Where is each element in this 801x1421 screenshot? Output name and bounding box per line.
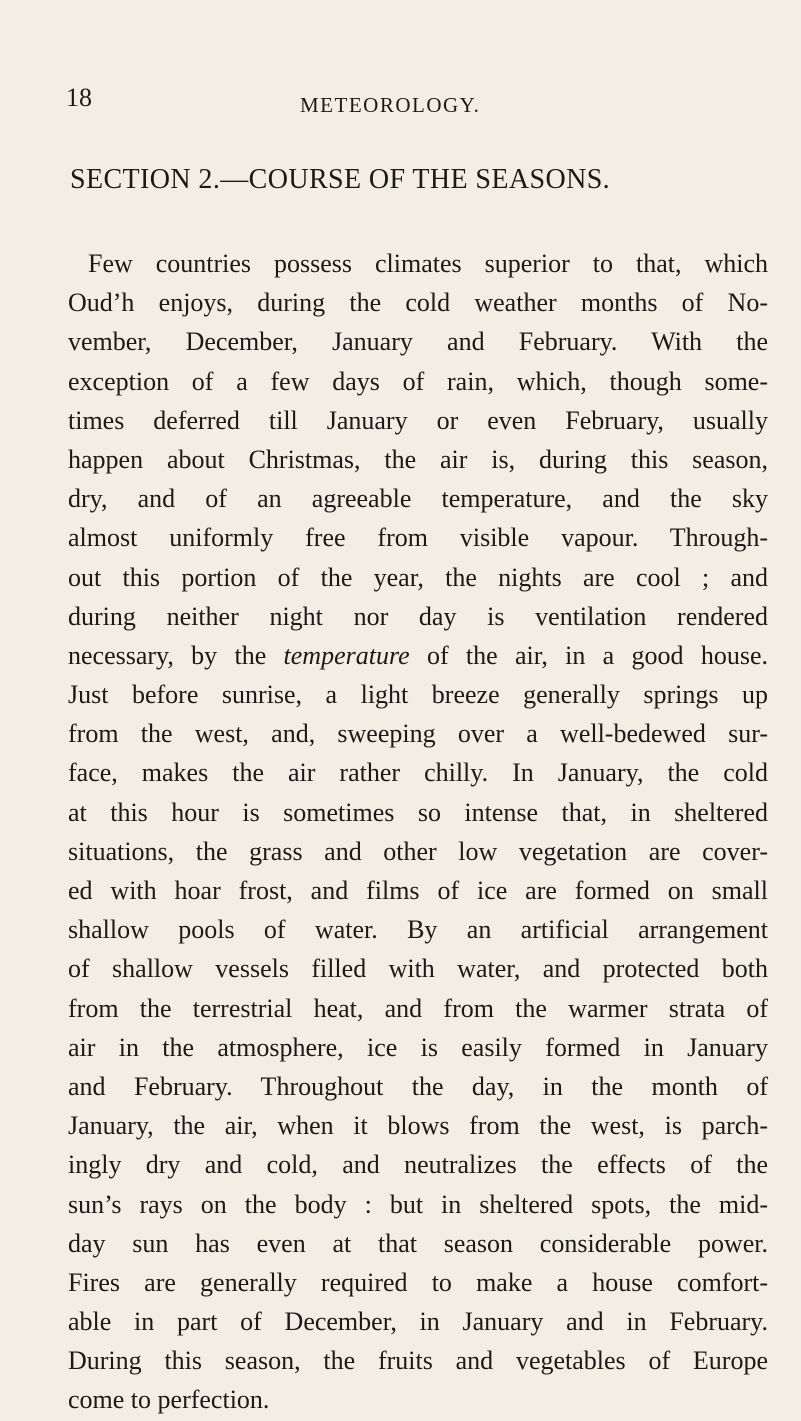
text-line: During this season, the fruits and vegetables of Europe: [68, 1346, 768, 1376]
text-line: out this portion of the year, the nights are cool ; and: [68, 562, 768, 592]
text-line: times deferred till January or even February, usually: [68, 405, 768, 435]
text-line: come to perfection.: [68, 1385, 270, 1415]
page-number: 18: [66, 83, 92, 112]
text-line: Fires are generally required to make a house comfort-: [68, 1267, 768, 1297]
text-line: and February. Throughout the day, in the month of: [68, 1071, 768, 1101]
text-line: exception of a few days of rain, which, though some-: [68, 366, 768, 396]
text-line: at this hour is sometimes so intense that, in sheltered: [68, 797, 768, 827]
text-line: able in part of December, in January and in February.: [68, 1307, 768, 1337]
text-line: ed with hoar frost, and films of ice are formed on small: [68, 876, 768, 905]
body-paragraph: [68, 244, 768, 1420]
text-line: from the west, and, sweeping over a well-bedewed sur-: [68, 719, 768, 749]
text-line: [68, 636, 768, 675]
text-line: almost uniformly free from visible vapour. Through-: [68, 523, 768, 553]
text-line: air in the atmosphere, ice is easily formed in January: [68, 1032, 768, 1062]
text-line: Few countries possess climates superior to that, which: [88, 249, 768, 278]
running-head: METEOROLOGY.: [300, 93, 481, 117]
text-line: shallow pools of water. By an artificial arrangement: [68, 915, 768, 945]
italic-word: temperature: [283, 640, 410, 670]
text-line: ingly dry and cold, and neutralizes the effects of the: [68, 1150, 768, 1180]
text-line: from the terrestrial heat, and from the warmer strata of: [68, 993, 768, 1023]
section-title: SECTION 2.—COURSE OF THE SEASONS.: [70, 164, 611, 195]
text-line: face, makes the air rather chilly. In January, the cold: [68, 758, 768, 788]
text-line: vember, December, January and February. With the: [68, 327, 768, 357]
text-line: situations, the grass and other low vegetation are cover-: [68, 836, 768, 866]
text-line: during neither night nor day is ventilation rendered: [68, 601, 768, 631]
text-line: Oud’h enjoys, during the cold weather months of No-: [68, 288, 768, 318]
text-line: of shallow vessels filled with water, and protected both: [68, 954, 768, 984]
text-line: January, the air, when it blows from the west, is parch-: [68, 1111, 768, 1141]
text-segment: of the air, in a good house.: [409, 640, 768, 670]
text-segment: necessary, by the: [68, 640, 284, 670]
text-line: dry, and of an agreeable temperature, and the sky: [68, 484, 768, 514]
text-line: happen about Christmas, the air is, during this season,: [68, 444, 768, 474]
text-line: Just before sunrise, a light breeze generally springs up: [68, 680, 768, 710]
text-line: day sun has even at that season considerable power.: [68, 1228, 768, 1258]
text-line: sun’s rays on the body : but in sheltered spots, the mid-: [68, 1189, 768, 1219]
